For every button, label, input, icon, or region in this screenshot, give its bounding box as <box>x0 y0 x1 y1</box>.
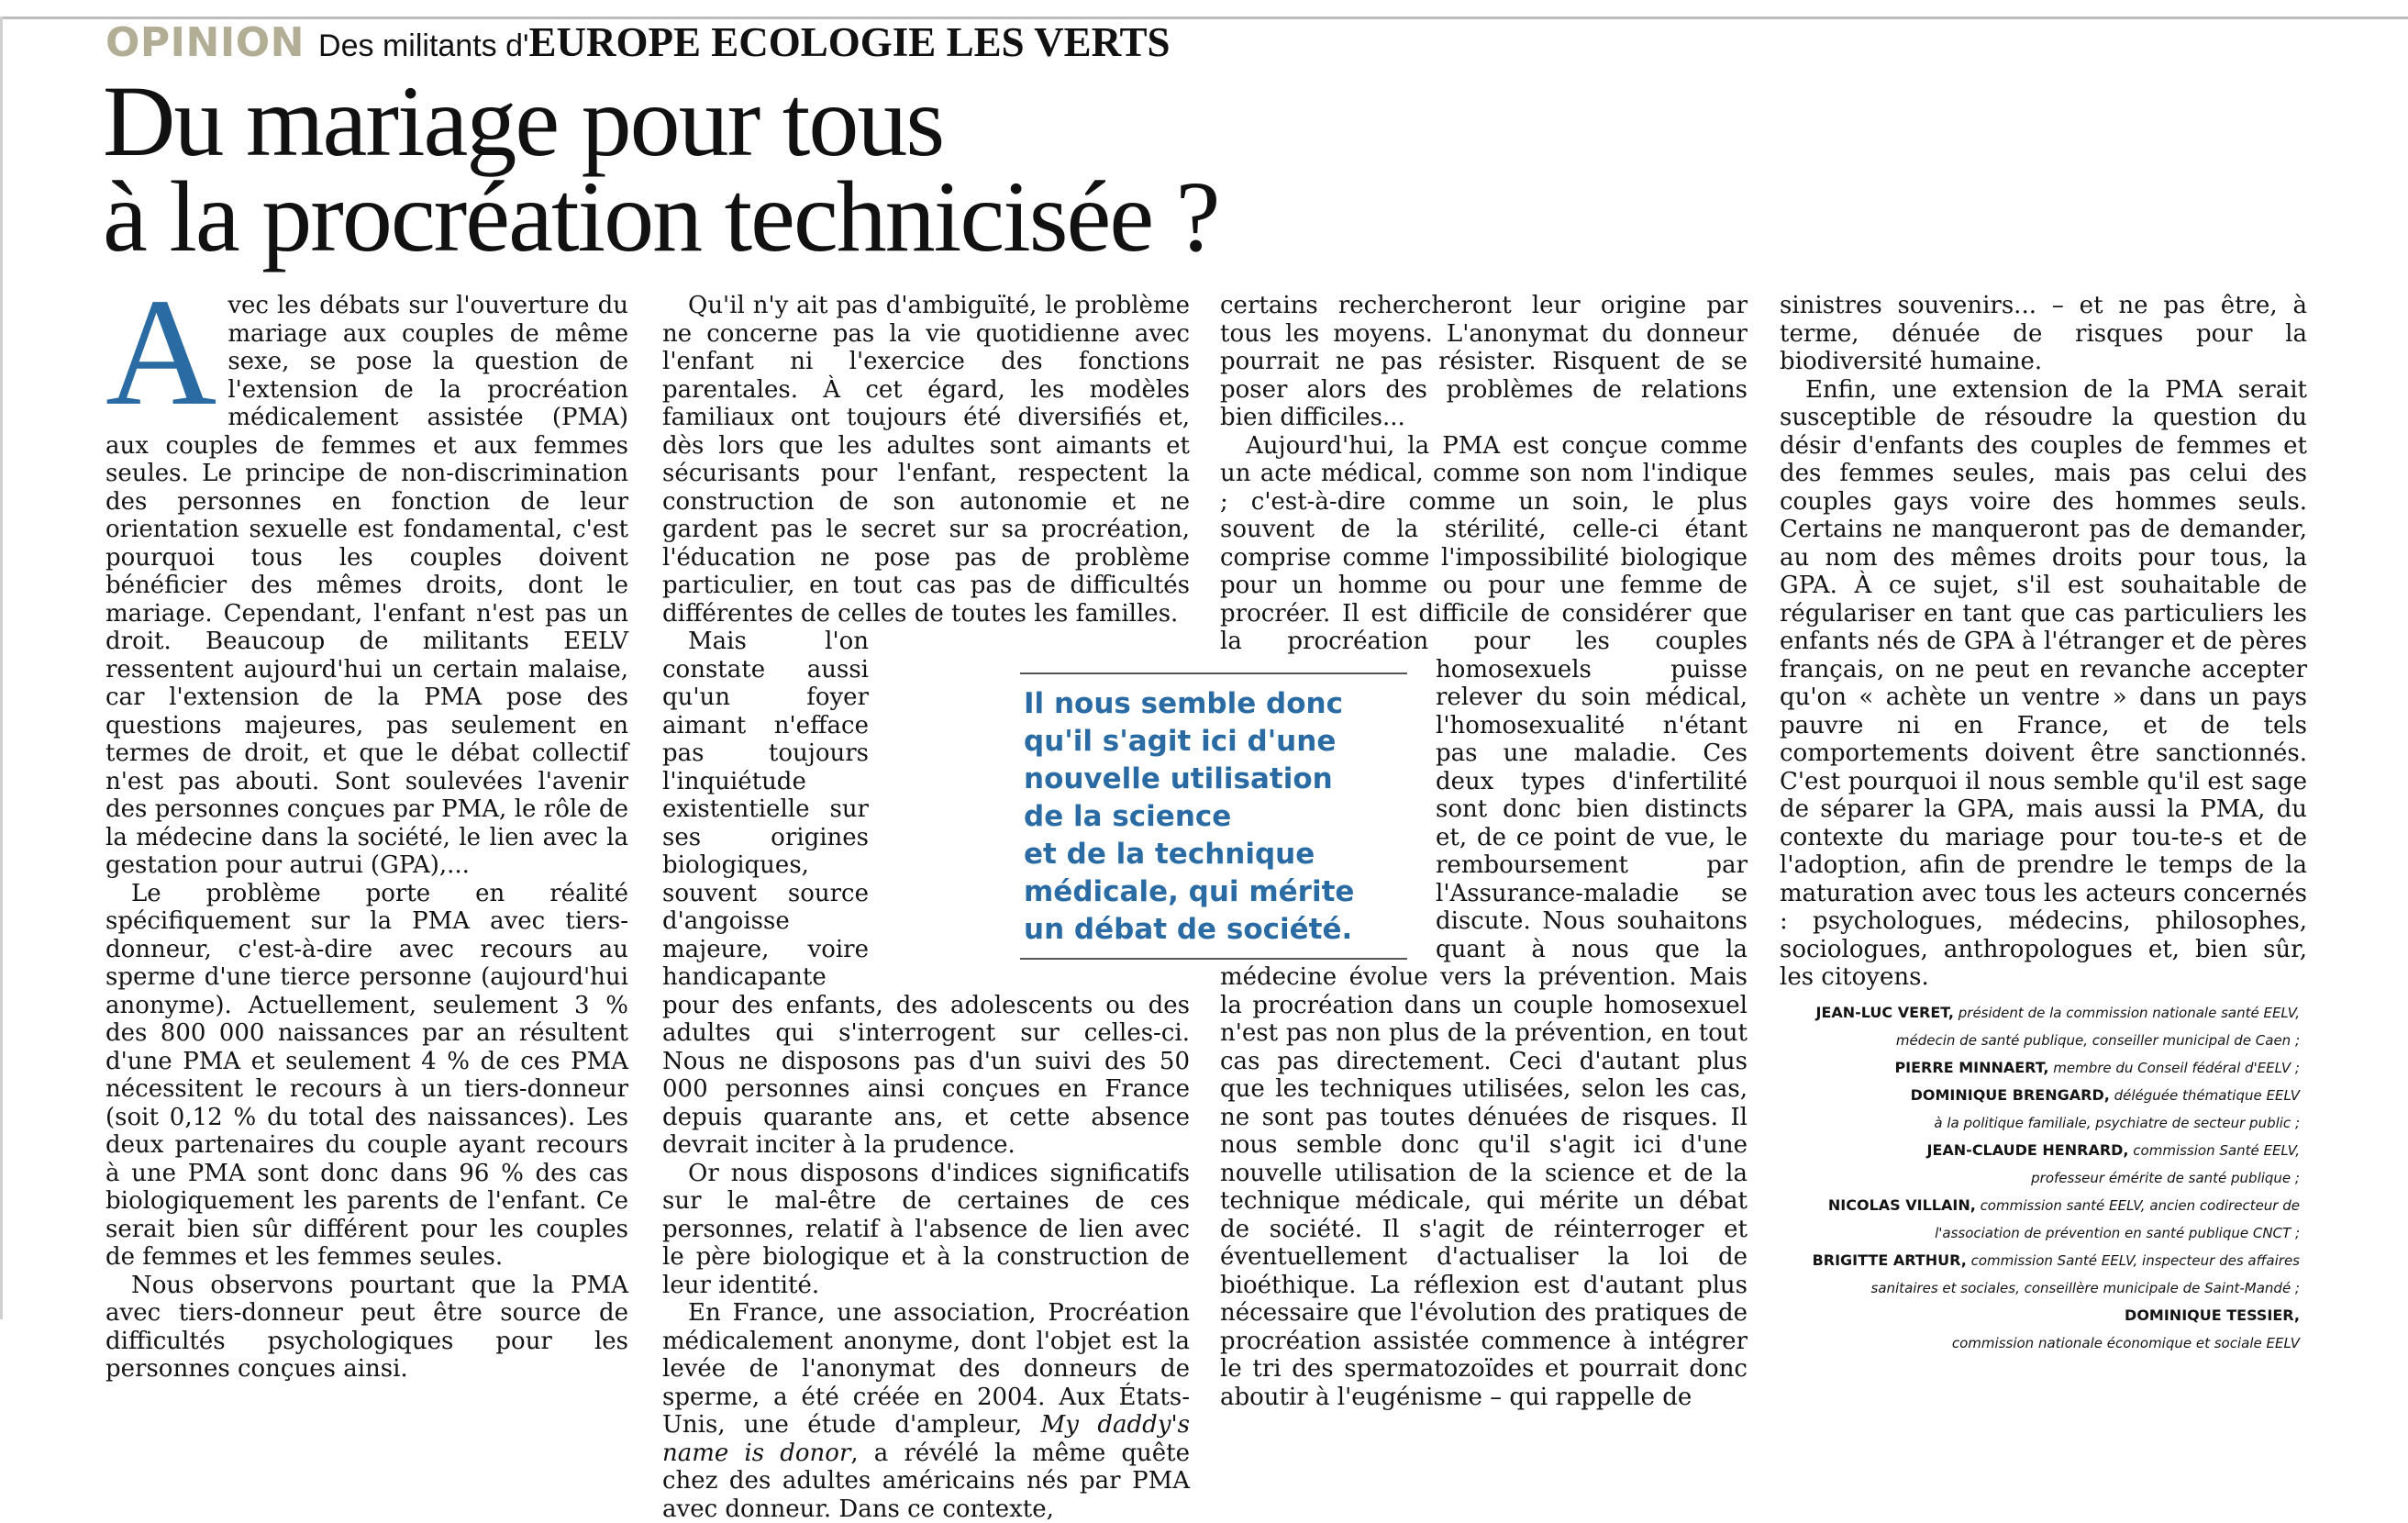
signatory-name: DOMINIQUE BRENGARD, <box>1910 1085 2110 1104</box>
signatory-line <box>1780 1164 2300 1192</box>
signatory-name: JEAN-CLAUDE HENRARD, <box>1926 1140 2129 1159</box>
signatory-role: médecin de santé publique, conseiller municipal de Caen ; <box>1895 1031 2300 1049</box>
paragraph-text: , a révélé la même quête chez des adultes américains nés par PMA avec donneur. Dans ce contexte, <box>662 1439 1190 1523</box>
article-column-1 <box>105 267 628 1383</box>
signatory-name: NICOLAS VILLAIN, <box>1827 1195 1976 1214</box>
signatory-role: commission Santé EELV, inspecteur des affaires <box>1970 1251 2300 1269</box>
signatory-role: l'association de prévention en santé publique CNCT ; <box>1935 1224 2300 1241</box>
pullquote-line: Il nous semble donc <box>1024 687 1343 720</box>
pullquote <box>1020 673 1407 960</box>
signatory-line <box>1780 1192 2300 1219</box>
signatory-role: commission nationale économique et sociale EELV <box>1951 1334 2300 1351</box>
signatories <box>1780 999 2307 1357</box>
paragraph: Or nous disposons d'indices significatifs sur le mal-être de certaines de ces personnes, relatif à l'absence de lien avec le père biologique et à la construction de leur identité. <box>662 1159 1190 1299</box>
signatory-role: commission santé EELV, ancien codirecteur de <box>1980 1196 2300 1214</box>
signatory-role: professeur émérite de santé publique ; <box>2031 1169 2300 1186</box>
pullquote-line: de la science <box>1024 800 1232 833</box>
signatory-role: membre du Conseil fédéral d'EELV ; <box>2053 1059 2300 1076</box>
paragraph <box>105 267 628 880</box>
pullquote-line: médicale, qui mérite <box>1024 875 1355 908</box>
signatory-role: à la politique familiale, psychiatre de secteur public ; <box>1934 1114 2300 1131</box>
paragraph-text: vec les débats sur l'ouverture du mariage aux couples de même sexe, se pose la question de l'extension de la procréation médicalement assistée (PMA) aux couples de femmes et aux femmes seules. Le principe de non-discrimination des personnes en fonction de leur orientation sexuelle est fondamental, c'est pourquoi tous les couples doivent bénéficier des mêmes droits, dont le mariage. Cependant, l'enfant n'est pas un droit. Beaucoup de militants EELV ressentent aujourd'hui un certain malaise, car l'extension de la PMA pose des questions majeures, pas seulement en termes de droit, et que le débat collectif n'est pas abouti. Sont soulevées l'avenir des personnes conçues par PMA, le rôle de la médecine dans la société, le lien avec la gestation pour autrui (GPA),... <box>105 292 628 879</box>
headline-line-2: à la procréation technicisée ? <box>103 161 1219 272</box>
paragraph <box>662 1299 1190 1523</box>
rubric-label: OPINION <box>105 19 305 66</box>
left-rule <box>0 17 3 1319</box>
paragraph: sinistres souvenirs... – et ne pas être, à terme, dénuée de risques pour la biodiversité humaine. <box>1780 292 2307 375</box>
paragraph: Enfin, une extension de la PMA serait susceptible de résoudre la question du désir d'enfants des couples de femmes et des femmes seules, mais pas celui des couples gays voire des hommes seuls. Certains ne manqueront pas de demander, au nom des mêmes droits pour tous, la GPA. À ce sujet, s'il est souhaitable de régulariser en tant que cas particuliers les enfants nés de GPA à l'étranger et de pères français, on ne peut en revanche accepter qu'on « achète un ventre » dans un pays pauvre ni en France, et de tels comportements doivent être sanctionnés. C'est pourquoi il nous semble qu'il est sage de séparer la GPA, mais aussi la PMA, du contexte du mariage pour tou-te-s et de l'adoption, afin de prendre le temps de la maturation avec tous les acteurs concernés : psychologues, médecins, philosophes, sociologues, anthropologues et, bien sûr, les citoyens. <box>1780 375 2307 991</box>
signatory-line <box>1780 1219 2300 1247</box>
signatory-name: JEAN-LUC VERET, <box>1815 1003 1954 1021</box>
headline <box>103 65 1479 272</box>
study-title: My daddy's name is donor <box>662 1411 1191 1467</box>
paragraph-text: En France, une association, Procréation médicalement anonyme, dont l'objet est la levée de l'anonymat des donneurs de sperme, a été créée en 2004. Aux États-Unis, une étude d'ampleur, <box>662 1299 1190 1439</box>
signatory-name: PIERRE MINNAERT, <box>1894 1058 2049 1076</box>
signatory-line <box>1780 1082 2300 1109</box>
signatory-role: déléguée thématique EELV <box>2114 1086 2300 1104</box>
kicker-organization: EUROPE ECOLOGIE LES VERTS <box>528 19 1171 65</box>
signatory-line <box>1780 1054 2300 1082</box>
signatory-name: DOMINIQUE TESSIER, <box>2125 1306 2300 1324</box>
signatory-line <box>1780 1274 2300 1302</box>
signatory-role: commission Santé EELV, <box>2133 1141 2300 1159</box>
pullquote-line: un débat de société. <box>1024 913 1353 946</box>
signatory-role: sanitaires et sociales, conseillère municipale de Saint-Mandé ; <box>1870 1279 2300 1296</box>
drop-cap: A <box>105 267 217 438</box>
signatory-name: BRIGITTE ARTHUR, <box>1812 1251 1967 1269</box>
signatory-line <box>1780 999 2300 1027</box>
signatory-role: président de la commission nationale santé EELV, <box>1958 1004 2300 1021</box>
headline-line-1: Du mariage pour tous <box>103 65 944 177</box>
paragraph-text: Aujourd'hui, la PMA est conçue comme un acte médical, comme son nom l'indique ; c'est-à-dire comme un soin, le plus souvent de la stérilité, celle-ci étant comprise comme l'impossibilité biologique pour un homme ou pour une femme de procréer. Il est difficile de considérer que la procréation pour les couples homosexuels puisse relever du soin médical, l'homosexualité n'étant pas une maladie. Ces deux types d'infertilité sont donc bien distincts et, de ce point de vue, le remboursement par l'Assurance-maladie se discute. Nous souhaitons quant à nous que la médecine évolue vers la prévention. Mais la procréation dans un couple homosexuel n'est pas non plus de la prévention, en tout cas pas directement. Ceci d'autant plus que les techniques utilisées, selon les cas, ne sont pas toutes dénuées de risques. Il nous semble donc qu'il s'agit ici d'une nouvelle utilisation de la science et de la technique médicale, qui mérite un débat de société. Il s'agit de réinterroger et éventuellement d'actualiser la loi de bioéthique. La réflexion est d'autant plus nécessaire que l'évolution des pratiques de procréation assistée commence à intégrer le tri des spermatozoïdes et pourrait donc aboutir à l'eugénisme – qui rappelle de <box>1220 431 1748 1411</box>
signatory-line <box>1780 1027 2300 1054</box>
pullquote-line: et de la technique <box>1024 838 1315 871</box>
signatory-line <box>1780 1247 2300 1274</box>
paragraph: Le problème porte en réalité spécifiquement sur la PMA avec tiers-donneur, c'est-à-dire avec recours au sperme d'une tierce personne (aujourd'hui anonyme). Actuellement, seulement 3 % des 800 000 naissances par an résultent d'une PMA et seulement 4 % de ces PMA nécessitent le recours à un tiers-donneur (soit 0,12 % du total des naissances). Les deux partenaires du couple ayant recours à une PMA sont donc dans 96 % des cas biologiquement les parents de l'enfant. Ce serait bien sûr différent pour les couples de femmes et les femmes seules. <box>105 879 628 1271</box>
paragraph: Qu'il n'y ait pas d'ambiguïté, le problème ne concerne pas la vie quotidienne avec l'enfant ni l'exercice des fonctions parentales. À cet égard, les modèles familiaux ont toujours été diversifiés et, dès lors que les adultes sont aimants et sécurisants pour l'enfant, respectent la construction de son autonomie et ne gardent pas le secret sur sa procréation, l'éducation ne pose pas de problème particulier, en tout cas pas de difficultés différentes de celles de toutes les familles. <box>662 292 1190 628</box>
paragraph-text: Mais l'on constate aussi qu'un foyer aimant n'efface pas toujours l'inquiétude existentielle sur ses origines biologiques, souvent source d'angoisse majeure, voire handicapante pour des enfants, des adolescents ou des adultes qui s'interrogent sur celles-ci. Nous ne disposons pas d'un suivi des 50 000 personnes ainsi conçues en France depuis quarante ans, et cette absence devrait inciter à la prudence. <box>662 628 1190 1159</box>
signatory-line <box>1780 1109 2300 1137</box>
paragraph: Nous observons pourtant que la PMA avec tiers-donneur peut être source de difficultés psychologiques pour les personnes conçues ainsi. <box>105 1271 628 1383</box>
paragraph: certains rechercheront leur origine par tous les moyens. L'anonymat du donneur pourrait ne pas résister. Risquent de se poser alors des problèmes de relations bien difficiles... <box>1220 292 1748 431</box>
signatory-line <box>1780 1329 2300 1357</box>
pullquote-line: nouvelle utilisation <box>1024 762 1333 795</box>
signatory-line <box>1780 1137 2300 1164</box>
article-column-4 <box>1780 292 2307 1351</box>
signatory-line <box>1780 1302 2300 1329</box>
kicker-intro: Des militants d' <box>318 28 529 63</box>
pullquote-line: qu'il s'agit ici d'une <box>1024 725 1337 758</box>
